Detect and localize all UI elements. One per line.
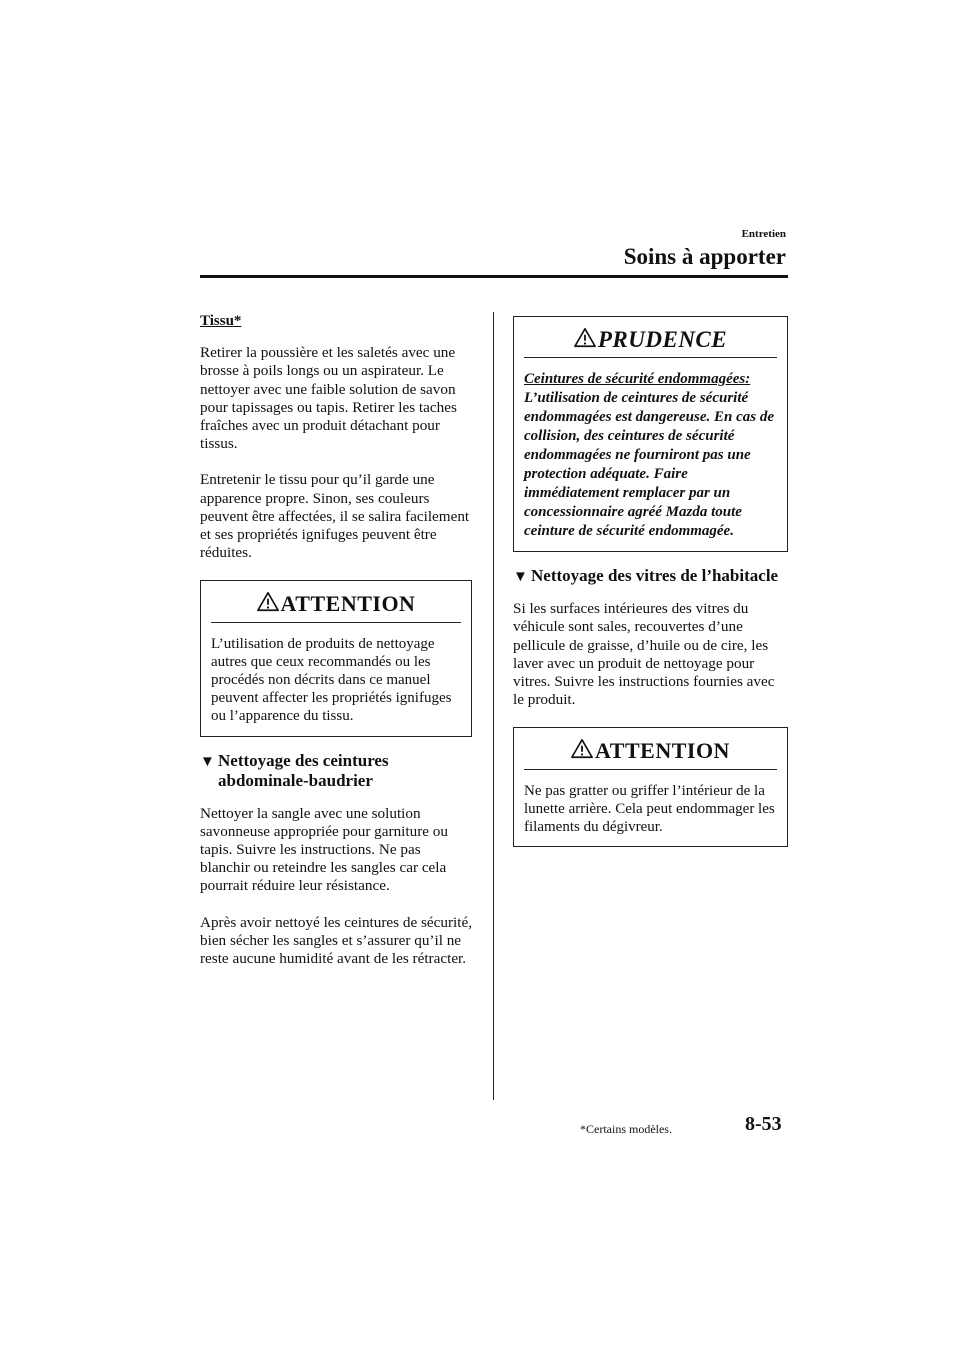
- paragraph: Nettoyer la sangle avec une solution savonneuse appropriée pour garniture ou tapis. Suivre les instructions. Ne pas blanchir ou reteindre les sangles car cela pourrait réduire leur résistance.: [200, 804, 448, 895]
- attention-box: [200, 580, 472, 736]
- prudence-text: [514, 358, 787, 551]
- prudence-heading: Ceintures de sécurité endommagées:: [524, 371, 751, 388]
- page-number: 8-53: [745, 1113, 782, 1135]
- footnote: *Certains modèles.: [580, 1122, 672, 1136]
- paragraph: Après avoir nettoyé les ceintures de sécurité, bien sécher les sangles et s’assurer qu’il ne reste aucune humidité avant de les rétracter.: [200, 913, 473, 968]
- paragraph: Retirer la poussière et les saletés avec une brosse à poils longs ou un aspirateur. Le nettoyer avec une faible solution de savon pour tapissages ou tapis. Retirer les taches fraîches avec un produit détachant pour tissus.: [200, 344, 457, 453]
- attention-text: Ne pas gratter ou griffer l’intérieur de la lunette arrière. Cela peut endommager les filaments du dégivreur.: [524, 782, 775, 836]
- attention-text: L’utilisation de produits de nettoyage autres que ceux recommandés ou les procédés non décrits dans ce manuel peuvent affecter les propriétés ignifuges ou l’apparence du tissu.: [211, 635, 452, 725]
- prudence-header: PRUDENCE: [524, 317, 777, 358]
- section-heading: ▼ Nettoyage des ceintures abdominale-baudrier: [200, 750, 389, 790]
- paragraph: Entretenir le tissu pour qu’il garde une apparence propre. Sinon, ses couleurs peuvent être affectées, il se salira facilement et ses propriétés ignifuges peuvent être réduites.: [200, 471, 470, 562]
- column-divider: [493, 312, 494, 1100]
- page-title: Soins à apporter: [623, 244, 786, 269]
- attention-box: [513, 727, 788, 847]
- chapter-label: Entretien: [741, 228, 786, 240]
- triangle-bullet-icon: ▼: [513, 569, 528, 586]
- section-heading: ▼ Nettoyage des vitres de l’habitacle: [513, 566, 779, 586]
- warning-icon: [257, 591, 279, 613]
- paragraph: Si les surfaces intérieures des vitres du véhicule sont sales, recouvertes d’une pellicule de graisse, d’huile ou de cire, les laver avec un produit de nettoyage pour vitres. Suivre les instructions fournies avec le produit.: [513, 600, 775, 709]
- right-column: [513, 316, 788, 861]
- header-rule: [200, 275, 788, 278]
- warning-icon: [571, 738, 593, 760]
- prudence-box: [513, 316, 788, 552]
- warning-icon: [574, 327, 596, 349]
- prudence-body: L’utilisation de ceintures de sécurité endommagées est dangereuse. En cas de collision, des ceintures de sécurité endommagées ne fourniront pas une protection adéquate. Faire immédiatement remplacer par un concessionnaire agréé Mazda toute ceinture de sécurité endommagée.: [524, 390, 774, 540]
- attention-header: ATTENTION: [211, 581, 461, 622]
- left-column: [200, 312, 472, 986]
- subhead-tissu: Tissu*: [200, 313, 242, 329]
- attention-header: ATTENTION: [524, 728, 777, 769]
- triangle-bullet-icon: ▼: [200, 753, 215, 770]
